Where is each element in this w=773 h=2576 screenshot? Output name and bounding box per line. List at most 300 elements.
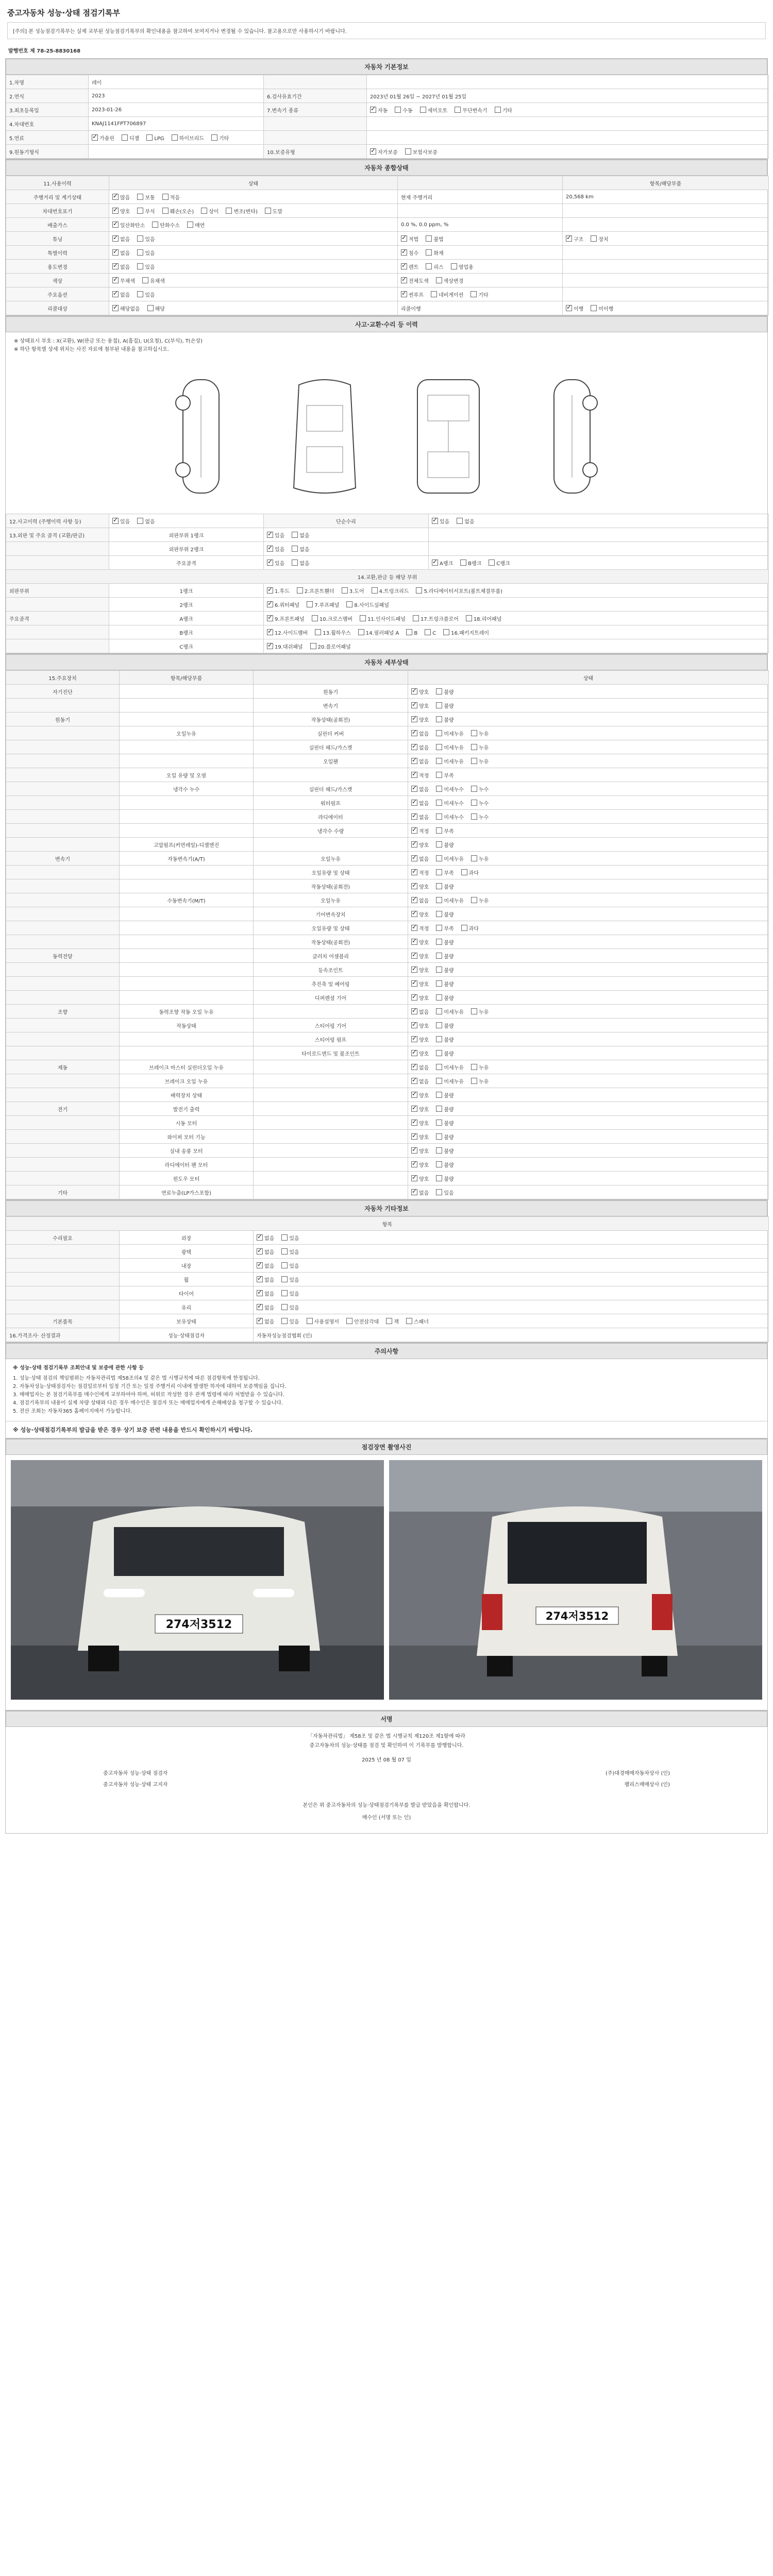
checkbox-icon[interactable] (436, 1064, 442, 1070)
checkbox-icon[interactable] (436, 994, 442, 1001)
checkbox-icon[interactable] (411, 967, 417, 973)
checkbox-icon[interactable] (226, 208, 232, 214)
checkbox-icon[interactable] (310, 643, 316, 649)
checkbox-option[interactable] (436, 1022, 453, 1029)
checkbox-icon[interactable] (92, 134, 98, 141)
checkbox-option[interactable] (436, 785, 464, 793)
checkbox-option[interactable] (112, 221, 145, 229)
checkbox-icon[interactable] (137, 208, 143, 214)
checkbox-icon[interactable] (386, 1318, 392, 1324)
checkbox-icon[interactable] (267, 615, 273, 621)
checkbox-option[interactable] (137, 193, 155, 201)
checkbox-icon[interactable] (436, 772, 442, 778)
checkbox-icon[interactable] (436, 786, 442, 792)
checkbox-icon[interactable] (201, 208, 207, 214)
checkbox-option[interactable] (436, 813, 464, 821)
checkbox-option[interactable] (436, 1036, 453, 1043)
checkbox-option[interactable] (187, 221, 205, 229)
checkbox-icon[interactable] (411, 925, 417, 931)
checkbox-option[interactable] (425, 629, 436, 636)
checkbox-option[interactable] (267, 531, 284, 539)
checkbox-icon[interactable] (406, 1318, 412, 1324)
checkbox-icon[interactable] (436, 1161, 442, 1167)
checkbox-icon[interactable] (257, 1304, 263, 1310)
checkbox-option[interactable] (401, 277, 429, 284)
checkbox-option[interactable] (172, 134, 204, 142)
checkbox-icon[interactable] (411, 1133, 417, 1140)
checkbox-option[interactable] (411, 980, 429, 988)
checkbox-icon[interactable] (147, 305, 154, 311)
checkbox-icon[interactable] (436, 897, 442, 903)
checkbox-icon[interactable] (411, 939, 417, 945)
checkbox-option[interactable] (436, 841, 453, 849)
checkbox-option[interactable] (281, 1276, 299, 1283)
checkbox-option[interactable] (431, 291, 463, 298)
checkbox-icon[interactable] (436, 939, 442, 945)
checkbox-option[interactable] (401, 249, 418, 257)
checkbox-option[interactable] (411, 924, 429, 932)
checkbox-icon[interactable] (411, 953, 417, 959)
checkbox-option[interactable] (436, 1049, 453, 1057)
checkbox-option[interactable] (257, 1262, 274, 1269)
checkbox-option[interactable] (411, 994, 429, 1002)
checkbox-option[interactable] (411, 1008, 429, 1015)
checkbox-option[interactable] (411, 702, 429, 709)
checkbox-icon[interactable] (436, 841, 442, 848)
checkbox-option[interactable] (436, 994, 453, 1002)
checkbox-icon[interactable] (401, 263, 407, 269)
checkbox-option[interactable] (436, 896, 464, 904)
checkbox-option[interactable] (436, 1133, 453, 1141)
checkbox-icon[interactable] (566, 305, 572, 311)
checkbox-icon[interactable] (451, 263, 457, 269)
checkbox-option[interactable] (265, 207, 282, 215)
checkbox-icon[interactable] (307, 601, 313, 607)
checkbox-option[interactable] (591, 235, 608, 243)
checkbox-option[interactable] (281, 1290, 299, 1297)
checkbox-icon[interactable] (406, 629, 412, 635)
checkbox-option[interactable] (267, 642, 303, 650)
checkbox-option[interactable] (92, 134, 114, 142)
checkbox-icon[interactable] (257, 1276, 263, 1282)
checkbox-option[interactable] (436, 1091, 453, 1099)
checkbox-option[interactable] (411, 1063, 429, 1071)
checkbox-icon[interactable] (411, 1022, 417, 1028)
checkbox-option[interactable] (162, 193, 180, 201)
checkbox-option[interactable] (471, 785, 489, 793)
checkbox-option[interactable] (471, 1008, 489, 1015)
checkbox-icon[interactable] (411, 897, 417, 903)
checkbox-icon[interactable] (187, 222, 193, 228)
checkbox-option[interactable] (443, 629, 489, 636)
checkbox-option[interactable] (436, 1063, 464, 1071)
checkbox-icon[interactable] (411, 1175, 417, 1181)
checkbox-icon[interactable] (436, 716, 442, 722)
checkbox-option[interactable] (112, 207, 130, 215)
checkbox-option[interactable] (411, 1036, 429, 1043)
checkbox-option[interactable] (112, 263, 130, 270)
checkbox-option[interactable] (471, 813, 489, 821)
checkbox-icon[interactable] (471, 1008, 477, 1014)
checkbox-option[interactable] (420, 106, 448, 114)
checkbox-option[interactable] (436, 966, 453, 974)
checkbox-icon[interactable] (436, 758, 442, 764)
checkbox-icon[interactable] (401, 235, 407, 242)
checkbox-icon[interactable] (142, 277, 148, 283)
checkbox-icon[interactable] (436, 1036, 442, 1042)
checkbox-option[interactable] (281, 1317, 299, 1325)
checkbox-option[interactable] (411, 716, 429, 723)
checkbox-option[interactable] (461, 869, 479, 876)
checkbox-option[interactable] (411, 743, 429, 751)
checkbox-option[interactable] (201, 207, 219, 215)
checkbox-option[interactable] (436, 799, 464, 807)
checkbox-option[interactable] (436, 757, 464, 765)
checkbox-option[interactable] (411, 910, 429, 918)
checkbox-icon[interactable] (411, 994, 417, 1001)
checkbox-option[interactable] (281, 1248, 299, 1256)
checkbox-option[interactable] (416, 587, 502, 595)
checkbox-icon[interactable] (471, 814, 477, 820)
checkbox-icon[interactable] (411, 786, 417, 792)
checkbox-option[interactable] (426, 263, 443, 270)
checkbox-icon[interactable] (346, 601, 352, 607)
checkbox-icon[interactable] (455, 107, 461, 113)
checkbox-icon[interactable] (432, 518, 438, 524)
checkbox-option[interactable] (267, 601, 299, 608)
checkbox-icon[interactable] (436, 855, 442, 861)
checkbox-icon[interactable] (370, 148, 376, 155)
checkbox-option[interactable] (411, 1049, 429, 1057)
checkbox-icon[interactable] (281, 1304, 288, 1310)
checkbox-option[interactable] (411, 1105, 429, 1113)
checkbox-option[interactable] (411, 1147, 429, 1155)
checkbox-icon[interactable] (346, 1318, 352, 1324)
checkbox-option[interactable] (436, 1161, 453, 1168)
checkbox-icon[interactable] (411, 730, 417, 736)
checkbox-icon[interactable] (471, 897, 477, 903)
checkbox-icon[interactable] (112, 518, 119, 524)
checkbox-icon[interactable] (436, 1050, 442, 1056)
checkbox-icon[interactable] (411, 869, 417, 875)
checkbox-option[interactable] (411, 841, 429, 849)
checkbox-icon[interactable] (411, 980, 417, 987)
checkbox-icon[interactable] (436, 702, 442, 708)
checkbox-icon[interactable] (411, 814, 417, 820)
checkbox-icon[interactable] (411, 1161, 417, 1167)
checkbox-icon[interactable] (401, 277, 407, 283)
checkbox-icon[interactable] (411, 1189, 417, 1195)
checkbox-icon[interactable] (425, 629, 431, 635)
checkbox-icon[interactable] (411, 716, 417, 722)
checkbox-option[interactable] (405, 148, 438, 156)
checkbox-icon[interactable] (436, 1175, 442, 1181)
checkbox-icon[interactable] (591, 235, 597, 242)
checkbox-option[interactable] (411, 855, 429, 862)
checkbox-option[interactable] (292, 531, 309, 539)
checkbox-icon[interactable] (436, 277, 442, 283)
checkbox-icon[interactable] (315, 629, 321, 635)
checkbox-option[interactable] (426, 235, 443, 243)
checkbox-icon[interactable] (411, 1008, 417, 1014)
checkbox-option[interactable] (411, 966, 429, 974)
checkbox-icon[interactable] (257, 1262, 263, 1268)
checkbox-option[interactable] (413, 615, 459, 622)
checkbox-option[interactable] (342, 587, 364, 595)
checkbox-option[interactable] (470, 291, 488, 298)
checkbox-icon[interactable] (265, 208, 271, 214)
checkbox-option[interactable] (471, 1077, 489, 1085)
checkbox-icon[interactable] (411, 1120, 417, 1126)
checkbox-option[interactable] (315, 629, 351, 636)
checkbox-option[interactable] (432, 517, 449, 525)
checkbox-option[interactable] (411, 799, 429, 807)
checkbox-icon[interactable] (152, 222, 158, 228)
checkbox-option[interactable] (147, 304, 165, 312)
checkbox-icon[interactable] (426, 249, 432, 256)
checkbox-option[interactable] (436, 827, 453, 835)
checkbox-option[interactable] (455, 106, 487, 114)
checkbox-icon[interactable] (457, 518, 463, 524)
checkbox-option[interactable] (436, 730, 464, 737)
checkbox-icon[interactable] (342, 587, 348, 594)
checkbox-icon[interactable] (137, 194, 143, 200)
checkbox-option[interactable] (112, 304, 140, 312)
checkbox-icon[interactable] (281, 1248, 288, 1255)
checkbox-option[interactable] (137, 249, 155, 257)
checkbox-icon[interactable] (436, 967, 442, 973)
checkbox-icon[interactable] (112, 277, 119, 283)
checkbox-option[interactable] (122, 134, 139, 142)
checkbox-icon[interactable] (137, 235, 143, 242)
checkbox-option[interactable] (566, 235, 583, 243)
checkbox-option[interactable] (257, 1234, 274, 1242)
checkbox-icon[interactable] (411, 688, 417, 694)
checkbox-option[interactable] (436, 1147, 453, 1155)
checkbox-icon[interactable] (471, 730, 477, 736)
checkbox-icon[interactable] (395, 107, 401, 113)
checkbox-icon[interactable] (112, 263, 119, 269)
checkbox-icon[interactable] (411, 841, 417, 848)
checkbox-icon[interactable] (401, 249, 407, 256)
checkbox-icon[interactable] (432, 560, 438, 566)
checkbox-icon[interactable] (137, 249, 143, 256)
checkbox-option[interactable] (471, 1063, 489, 1071)
checkbox-icon[interactable] (267, 560, 273, 566)
checkbox-option[interactable] (436, 952, 453, 960)
checkbox-option[interactable] (436, 855, 464, 862)
checkbox-option[interactable] (401, 263, 418, 270)
checkbox-option[interactable] (411, 688, 429, 696)
checkbox-option[interactable] (411, 1091, 429, 1099)
checkbox-option[interactable] (411, 827, 429, 835)
checkbox-icon[interactable] (372, 587, 378, 594)
checkbox-icon[interactable] (312, 615, 318, 621)
checkbox-option[interactable] (411, 938, 429, 946)
checkbox-option[interactable] (411, 1119, 429, 1127)
checkbox-icon[interactable] (411, 1078, 417, 1084)
checkbox-option[interactable] (471, 730, 489, 737)
checkbox-icon[interactable] (436, 730, 442, 736)
checkbox-icon[interactable] (436, 925, 442, 931)
checkbox-icon[interactable] (112, 194, 119, 200)
checkbox-icon[interactable] (411, 1064, 417, 1070)
checkbox-option[interactable] (137, 263, 155, 270)
checkbox-option[interactable] (257, 1248, 274, 1256)
checkbox-icon[interactable] (443, 629, 449, 635)
checkbox-option[interactable] (436, 1105, 453, 1113)
checkbox-icon[interactable] (436, 744, 442, 750)
checkbox-icon[interactable] (489, 560, 495, 566)
checkbox-icon[interactable] (411, 1106, 417, 1112)
checkbox-option[interactable] (460, 559, 481, 567)
checkbox-icon[interactable] (137, 291, 143, 297)
checkbox-icon[interactable] (470, 291, 477, 297)
checkbox-icon[interactable] (420, 107, 426, 113)
checkbox-option[interactable] (411, 1077, 429, 1085)
checkbox-option[interactable] (411, 730, 429, 737)
checkbox-option[interactable] (292, 559, 309, 567)
checkbox-icon[interactable] (436, 1092, 442, 1098)
checkbox-icon[interactable] (471, 855, 477, 861)
checkbox-icon[interactable] (281, 1276, 288, 1282)
checkbox-option[interactable] (370, 106, 388, 114)
checkbox-icon[interactable] (281, 1262, 288, 1268)
checkbox-icon[interactable] (267, 601, 273, 607)
checkbox-option[interactable] (411, 785, 429, 793)
checkbox-icon[interactable] (146, 134, 153, 141)
checkbox-option[interactable] (471, 799, 489, 807)
checkbox-option[interactable] (281, 1262, 299, 1269)
checkbox-option[interactable] (432, 559, 453, 567)
checkbox-option[interactable] (257, 1290, 274, 1297)
checkbox-option[interactable] (142, 277, 165, 284)
checkbox-icon[interactable] (436, 911, 442, 917)
checkbox-icon[interactable] (436, 1078, 442, 1084)
checkbox-option[interactable] (471, 757, 489, 765)
checkbox-icon[interactable] (471, 758, 477, 764)
checkbox-icon[interactable] (426, 263, 432, 269)
checkbox-option[interactable] (411, 869, 429, 876)
checkbox-icon[interactable] (257, 1318, 263, 1324)
checkbox-icon[interactable] (411, 855, 417, 861)
checkbox-icon[interactable] (122, 134, 128, 141)
checkbox-icon[interactable] (436, 1147, 442, 1154)
checkbox-icon[interactable] (405, 148, 411, 155)
checkbox-option[interactable] (112, 517, 130, 525)
checkbox-option[interactable] (211, 134, 229, 142)
checkbox-option[interactable] (436, 938, 453, 946)
checkbox-icon[interactable] (281, 1290, 288, 1296)
checkbox-option[interactable] (436, 1119, 453, 1127)
checkbox-option[interactable] (137, 235, 155, 243)
checkbox-icon[interactable] (461, 925, 467, 931)
checkbox-option[interactable] (471, 896, 489, 904)
checkbox-icon[interactable] (112, 305, 119, 311)
checkbox-option[interactable] (372, 587, 409, 595)
checkbox-option[interactable] (471, 743, 489, 751)
checkbox-option[interactable] (267, 629, 308, 636)
checkbox-option[interactable] (436, 771, 453, 779)
checkbox-icon[interactable] (591, 305, 597, 311)
checkbox-option[interactable] (358, 629, 399, 636)
checkbox-option[interactable] (411, 883, 429, 890)
checkbox-option[interactable] (436, 1189, 453, 1196)
checkbox-icon[interactable] (471, 1064, 477, 1070)
checkbox-icon[interactable] (436, 688, 442, 694)
checkbox-option[interactable] (401, 291, 424, 298)
checkbox-icon[interactable] (436, 1106, 442, 1112)
checkbox-option[interactable] (436, 924, 453, 932)
checkbox-icon[interactable] (431, 291, 437, 297)
checkbox-option[interactable] (436, 883, 453, 890)
checkbox-icon[interactable] (471, 1078, 477, 1084)
checkbox-icon[interactable] (411, 1050, 417, 1056)
checkbox-icon[interactable] (257, 1248, 263, 1255)
checkbox-icon[interactable] (307, 1318, 313, 1324)
checkbox-option[interactable] (360, 615, 406, 622)
checkbox-icon[interactable] (281, 1318, 288, 1324)
checkbox-icon[interactable] (257, 1234, 263, 1241)
checkbox-option[interactable] (307, 1317, 339, 1325)
checkbox-option[interactable] (436, 716, 453, 723)
checkbox-option[interactable] (346, 1317, 379, 1325)
checkbox-icon[interactable] (401, 291, 407, 297)
checkbox-option[interactable] (411, 952, 429, 960)
checkbox-icon[interactable] (137, 518, 143, 524)
checkbox-icon[interactable] (292, 560, 298, 566)
checkbox-icon[interactable] (436, 953, 442, 959)
checkbox-icon[interactable] (413, 615, 419, 621)
checkbox-option[interactable] (436, 1175, 453, 1182)
checkbox-icon[interactable] (436, 1189, 442, 1195)
checkbox-icon[interactable] (112, 291, 119, 297)
checkbox-option[interactable] (406, 629, 417, 636)
checkbox-option[interactable] (411, 896, 429, 904)
checkbox-option[interactable] (411, 771, 429, 779)
checkbox-option[interactable] (162, 207, 194, 215)
checkbox-option[interactable] (281, 1303, 299, 1311)
checkbox-option[interactable] (436, 1008, 464, 1015)
checkbox-option[interactable] (370, 148, 398, 156)
checkbox-icon[interactable] (436, 1022, 442, 1028)
checkbox-icon[interactable] (162, 208, 169, 214)
checkbox-option[interactable] (112, 193, 130, 201)
checkbox-option[interactable] (112, 235, 130, 243)
checkbox-icon[interactable] (436, 1120, 442, 1126)
checkbox-option[interactable] (257, 1303, 274, 1311)
checkbox-option[interactable] (267, 615, 305, 622)
checkbox-icon[interactable] (426, 235, 432, 242)
checkbox-option[interactable] (436, 743, 464, 751)
checkbox-icon[interactable] (411, 1147, 417, 1154)
checkbox-icon[interactable] (436, 883, 442, 889)
checkbox-option[interactable] (312, 615, 352, 622)
checkbox-icon[interactable] (436, 1008, 442, 1014)
checkbox-option[interactable] (566, 304, 583, 312)
checkbox-option[interactable] (411, 1133, 429, 1141)
checkbox-option[interactable] (436, 869, 453, 876)
checkbox-option[interactable] (436, 910, 453, 918)
checkbox-icon[interactable] (411, 772, 417, 778)
checkbox-option[interactable] (461, 924, 479, 932)
checkbox-icon[interactable] (436, 980, 442, 987)
checkbox-icon[interactable] (292, 546, 298, 552)
checkbox-option[interactable] (112, 277, 135, 284)
checkbox-icon[interactable] (267, 629, 273, 635)
checkbox-icon[interactable] (411, 911, 417, 917)
checkbox-option[interactable] (406, 1317, 429, 1325)
